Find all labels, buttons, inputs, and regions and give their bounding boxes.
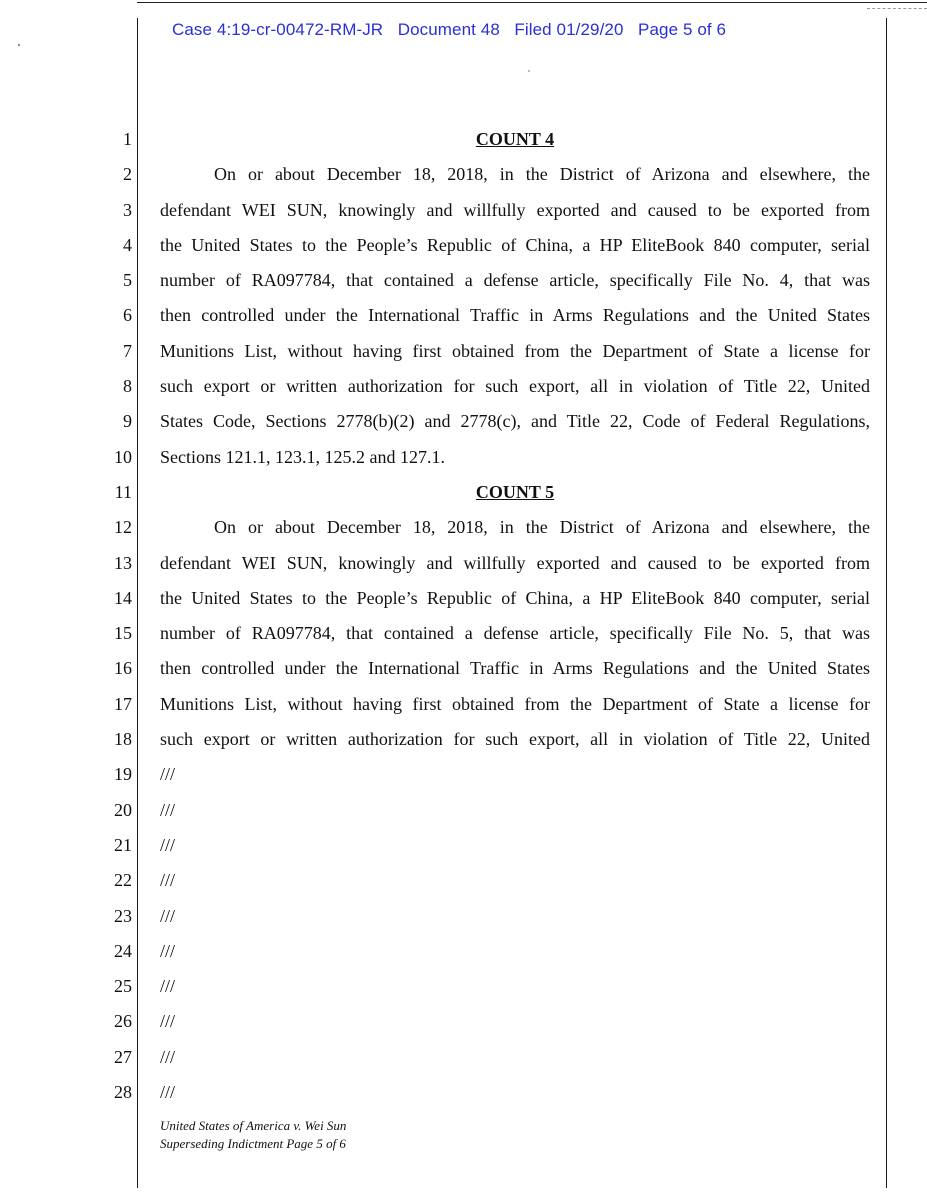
line-number: 28 — [114, 1082, 132, 1103]
line-number: 27 — [114, 1046, 132, 1067]
line-number: 13 — [114, 552, 132, 573]
line-number: 3 — [123, 199, 132, 220]
line-number: 7 — [123, 340, 132, 361]
line-number: 2 — [123, 164, 132, 185]
continuation-mark: /// — [160, 764, 176, 785]
line-number: 17 — [114, 693, 132, 714]
line-number: 19 — [114, 764, 132, 785]
footer-page-caption: Superseding Indictment Page 5 of 6 — [160, 1136, 346, 1151]
case-number: Case 4:19-cr-00472-RM-JR — [172, 20, 384, 39]
line-number: 25 — [114, 976, 132, 997]
continuation-mark: /// — [160, 1046, 176, 1067]
count-5-line: the United States to the People’s Republic of China, a HP EliteBook 840 computer, serial — [160, 587, 870, 608]
count-4-line: then controlled under the International Traffic in Arms Regulations and the United States — [160, 305, 870, 326]
line-number: 14 — [114, 587, 132, 608]
count-4-line: the United States to the People’s Republic of China, a HP EliteBook 840 computer, serial — [160, 234, 870, 255]
pleading-body — [160, 122, 870, 1110]
line-number: 9 — [123, 411, 132, 432]
line-number: 24 — [114, 940, 132, 961]
continuation-mark: /// — [160, 870, 176, 891]
count-5-line: On or about December 18, 2018, in the District of Arizona and elsewhere, the — [214, 517, 870, 538]
continuation-mark: /// — [160, 1082, 176, 1103]
ecf-header — [172, 20, 726, 40]
line-number: 20 — [114, 799, 132, 820]
line-number: 15 — [114, 623, 132, 644]
line-number-divider — [137, 120, 138, 1090]
line-number: 6 — [123, 305, 132, 326]
right-margin-rule — [886, 18, 887, 1188]
footer-case-caption: United States of America v. Wei Sun — [160, 1118, 347, 1133]
count-5-heading: COUNT 5 — [475, 481, 555, 502]
count-4-line: such export or written authorization for such export, all in violation of Title 22, United — [160, 376, 870, 397]
page-indicator: Page 5 of 6 — [638, 20, 727, 39]
continuation-mark: /// — [160, 834, 176, 855]
line-number: 26 — [114, 1011, 132, 1032]
count-4-heading: COUNT 4 — [475, 129, 555, 149]
line-number: 5 — [123, 270, 132, 291]
continuation-mark: /// — [160, 799, 176, 820]
filed-date: Filed 01/29/20 — [514, 20, 624, 39]
continuation-mark: /// — [160, 976, 176, 997]
count-4-line: Munitions List, without having first obtained from the Department of State a license for — [160, 340, 870, 361]
top-dashed-mark — [867, 8, 927, 9]
line-number: 18 — [114, 729, 132, 750]
count-4-line: On or about December 18, 2018, in the District of Arizona and elsewhere, the — [214, 164, 870, 185]
count-5-line: Munitions List, without having first obtained from the Department of State a license for — [160, 693, 870, 714]
line-number: 8 — [123, 376, 132, 397]
count-5-line: number of RA097784, that contained a defense article, specifically File No. 5, that was — [160, 623, 870, 644]
scan-speck — [18, 44, 20, 46]
top-border-rule — [137, 2, 927, 3]
line-number: 12 — [114, 517, 132, 538]
line-number: 23 — [114, 905, 132, 926]
continuation-mark: /// — [160, 905, 176, 926]
count-5-line: defendant WEI SUN, knowingly and willfully exported and caused to be exported from — [160, 552, 870, 573]
count-4-line: defendant WEI SUN, knowingly and willfully exported and caused to be exported from — [160, 199, 870, 220]
line-number: 4 — [123, 234, 132, 255]
count-5-line: then controlled under the International Traffic in Arms Regulations and the United States — [160, 658, 870, 679]
line-number: 21 — [114, 834, 132, 855]
line-number: 16 — [114, 658, 132, 679]
line-number-column — [96, 122, 132, 1110]
line-number: 1 — [123, 129, 132, 149]
count-4-line: States Code, Sections 2778(b)(2) and 2778(c), and Title 22, Code of Federal Regulations, — [160, 411, 870, 432]
continuation-mark: /// — [160, 1011, 176, 1032]
document-number: Document 48 — [397, 20, 500, 39]
count-4-line: Sections 121.1, 123.1, 125.2 and 127.1. — [160, 446, 445, 467]
scan-speck — [528, 70, 530, 72]
line-number: 22 — [114, 870, 132, 891]
line-number: 11 — [114, 481, 132, 502]
continuation-mark: /// — [160, 940, 176, 961]
document-footer — [160, 1117, 346, 1153]
line-number: 10 — [114, 446, 132, 467]
count-5-line: such export or written authorization for such export, all in violation of Title 22, United — [160, 729, 870, 750]
count-4-line: number of RA097784, that contained a defense article, specifically File No. 4, that was — [160, 270, 870, 291]
